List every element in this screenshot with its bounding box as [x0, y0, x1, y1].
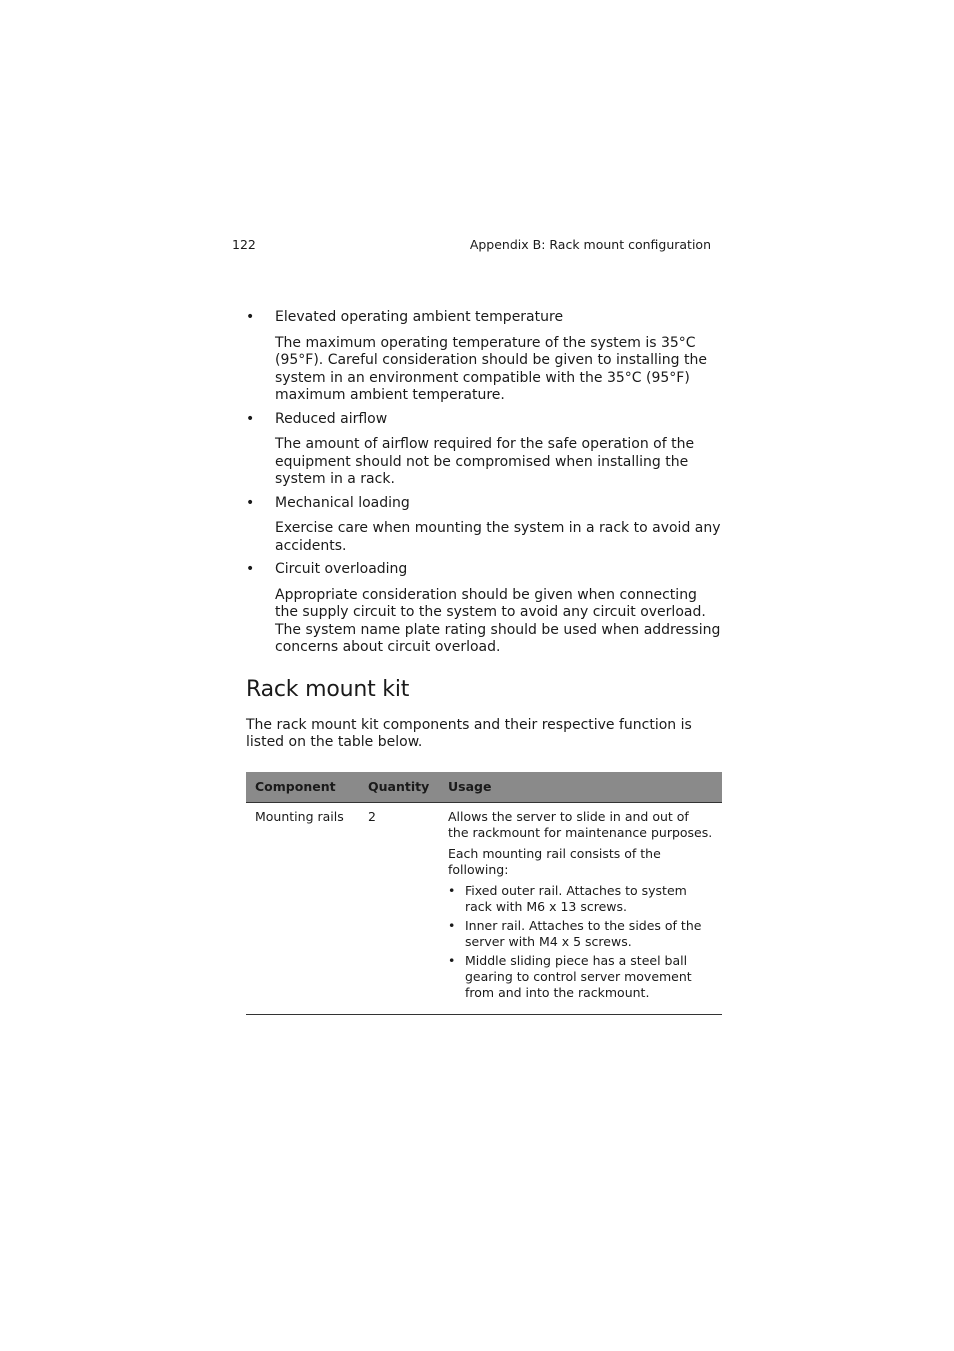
usage-list-text: Inner rail. Attaches to the sides of the server with M4 x 5 screws. [465, 917, 702, 949]
bullet-icon: • [448, 882, 456, 898]
usage-list-item [448, 918, 713, 950]
usage-list-item [448, 883, 713, 915]
bullet-icon: • [246, 309, 255, 325]
bullet-title: Reduced airflow [275, 410, 388, 427]
usage-list-text: Middle sliding piece has a steel ball gearing to control server movement from and into the rackmount. [465, 952, 692, 1000]
usage-paragraph: Each mounting rail consists of the following: [448, 845, 661, 877]
usage-paragraph: Allows the server to slide in and out of the rackmount for maintenance purposes. [448, 808, 713, 840]
page-content [246, 309, 722, 1015]
bullet-icon: • [246, 561, 255, 577]
bullet-icon: • [448, 917, 456, 933]
bullet-icon: • [246, 494, 255, 511]
bullet-item [246, 411, 722, 489]
cell-quantity: 2 [359, 802, 439, 1014]
usage-list-text: Fixed outer rail. Attaches to system rack with M6 x 13 screws. [465, 882, 687, 914]
bullet-description: The maximum operating temperature of the system is 35°C (95°F). Careful consideration should be given to installing the system in an environment compatible with the 35°C (95°F) maximum ambient temperature. [275, 334, 707, 403]
bullet-title: Elevated operating ambient temperature [275, 309, 564, 325]
column-header-usage: Usage [439, 772, 722, 803]
usage-list [448, 883, 713, 1001]
bullet-icon: • [246, 410, 255, 427]
bullet-item [246, 309, 722, 405]
cell-usage [439, 802, 722, 1014]
usage-list-item [448, 953, 713, 1001]
section-intro: The rack mount kit components and their respective function is listed on the table below. [246, 716, 692, 750]
table-header-row [246, 772, 722, 803]
page-number: 122 [232, 237, 256, 252]
rack-mount-kit-table [246, 772, 722, 1015]
chapter-title: Appendix B: Rack mount configuration [469, 237, 711, 252]
bullet-title: Circuit overloading [275, 561, 408, 577]
bullet-description: Appropriate consideration should be given when connecting the supply circuit to the system to avoid any circuit overload. The system name plate rating should be used when addressing concerns about circuit overload. [275, 586, 721, 655]
table-row [246, 802, 722, 1014]
bullet-icon: • [448, 952, 456, 968]
bullet-description: Exercise care when mounting the system in a rack to avoid any accidents. [275, 520, 721, 554]
column-header-component: Component [246, 772, 359, 803]
section-title: Rack mount kit [246, 676, 410, 702]
column-header-quantity: Quantity [359, 772, 439, 803]
cell-component: Mounting rails [246, 802, 359, 1014]
bullet-item [246, 495, 722, 556]
bullet-description: The amount of airflow required for the safe operation of the equipment should not be compromised when installing the system in a rack. [275, 436, 695, 487]
bullet-item [246, 561, 722, 657]
bullet-title: Mechanical loading [275, 494, 410, 511]
